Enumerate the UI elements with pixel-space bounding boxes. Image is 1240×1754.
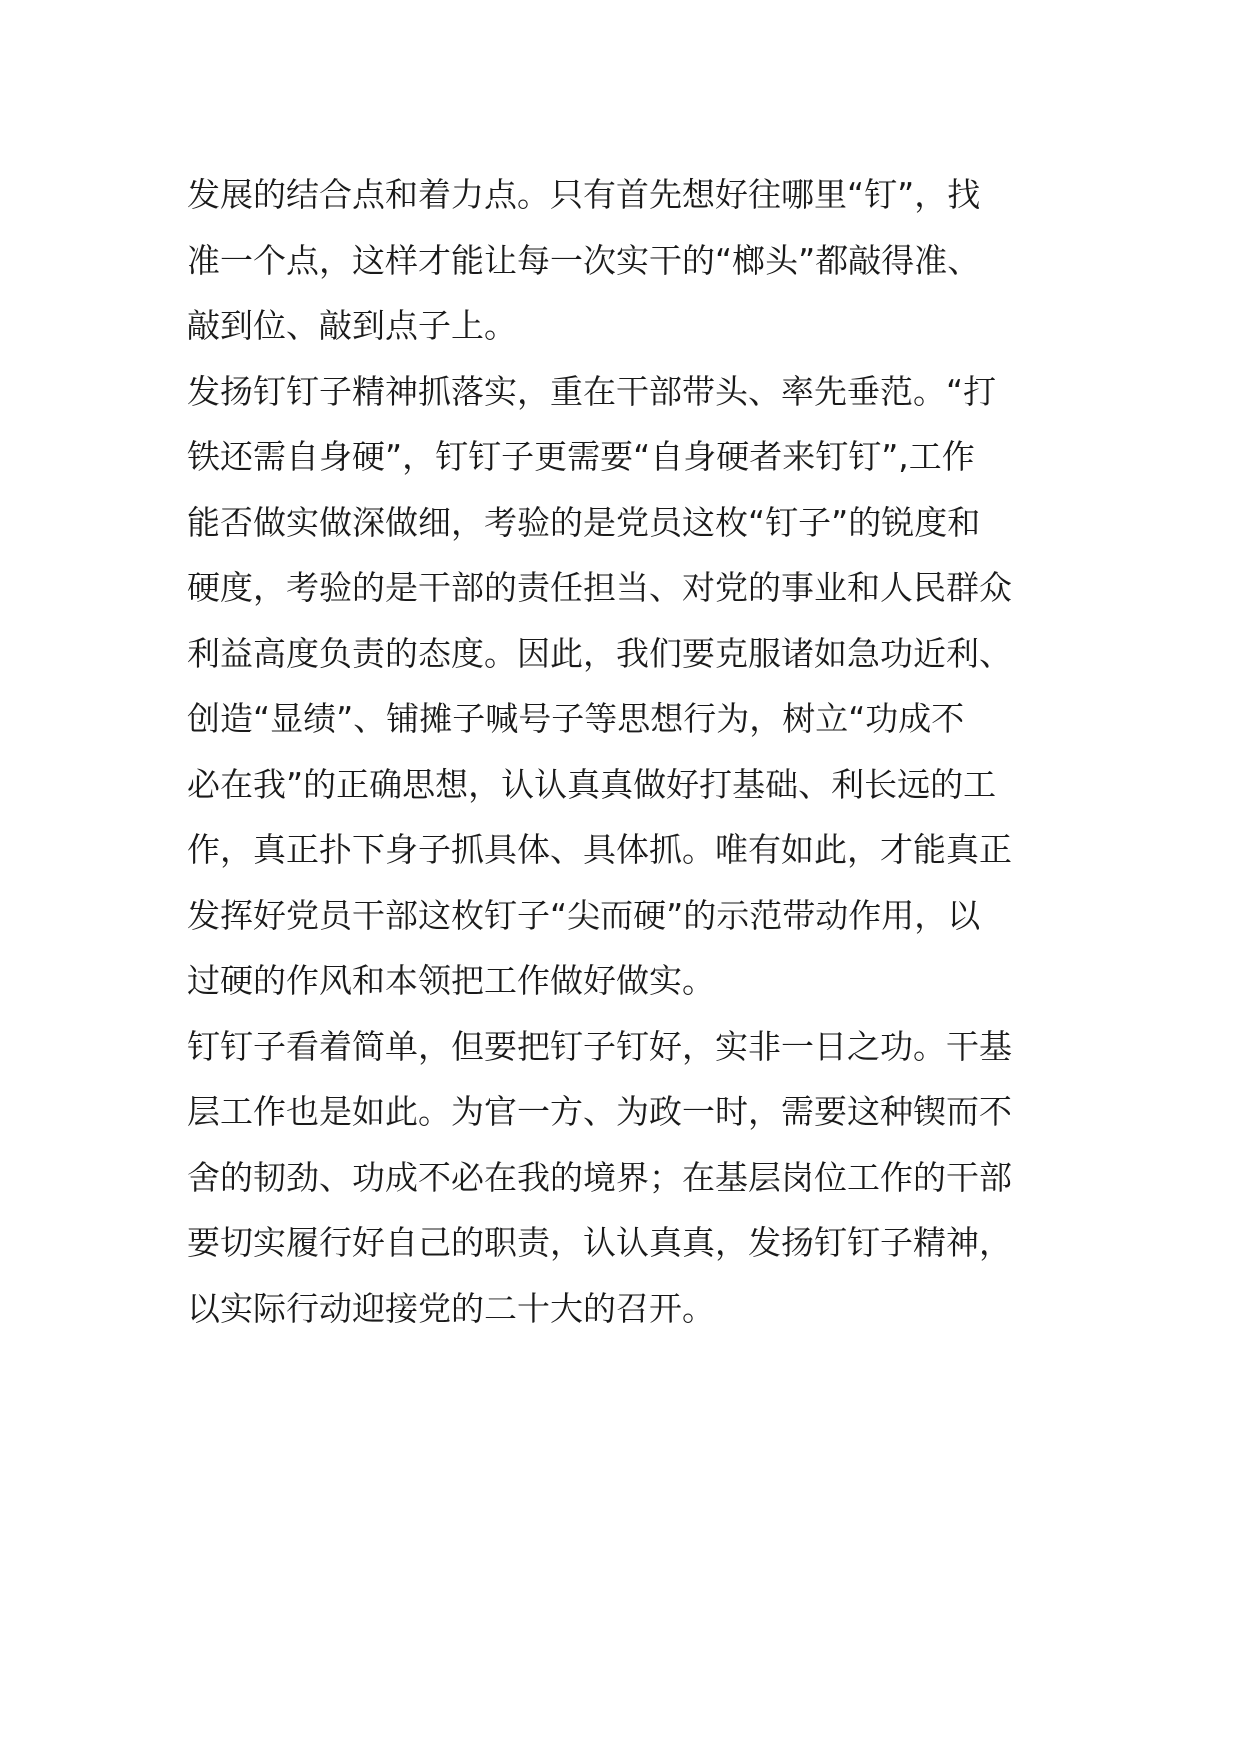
text-line: 发展的结合点和着力点。只有首先想好往哪里“钉”，找: [187, 175, 981, 214]
text-line: 发扬钉钉子精神抓落实，重在干部带头、率先垂范。“打: [187, 371, 997, 411]
text-line: 硬度，考验的是干部的责任担当、对党的事业和人民群众: [187, 568, 1012, 607]
text-line: 利益高度负责的态度。因此，我们要克服诸如急功近利、: [187, 633, 1012, 673]
text-line: 要切实履行好自己的职责，认认真真，发扬钉钉子精神，: [187, 1223, 1012, 1262]
text-line: 必在我”的正确思想，认认真真做好打基础、利长远的工: [187, 764, 997, 804]
text-line: 能否做实做深做细，考验的是党员这枚“钉子”的锐度和: [187, 502, 981, 542]
text-line: 作，真正扑下身子抓具体、具体抓。唯有如此，才能真正: [187, 830, 1012, 869]
text-line: 以实际行动迎接党的二十大的召开。: [187, 1288, 715, 1328]
text-line: 层工作也是如此。为官一方、为政一时，需要这种锲而不: [187, 1092, 1012, 1131]
text-line: 敲到位、敲到点子上。: [187, 306, 517, 345]
text-line: 过硬的作风和本领把工作做好做实。: [187, 961, 715, 1000]
text-line: 钉钉子看着简单，但要把钉子钉好，实非一日之功。干基: [187, 1026, 1012, 1066]
text-line: 舍的韧劲、功成不必在我的境界；在基层岗位工作的干部: [187, 1157, 1012, 1197]
body-text: [187, 162, 1067, 1341]
text-line: 铁还需自身硬”，钉钉子更需要“自身硬者来钉钉”,工作: [187, 437, 975, 476]
text-line: 发挥好党员干部这枚钉子“尖而硬”的示范带动作用，以: [187, 895, 981, 935]
text-line: 创造“显绩”、铺摊子喊号子等思想行为，树立“功成不: [187, 699, 965, 738]
text-line: 准一个点，这样才能让每一次实干的“榔头”都敲得准、: [187, 240, 981, 280]
